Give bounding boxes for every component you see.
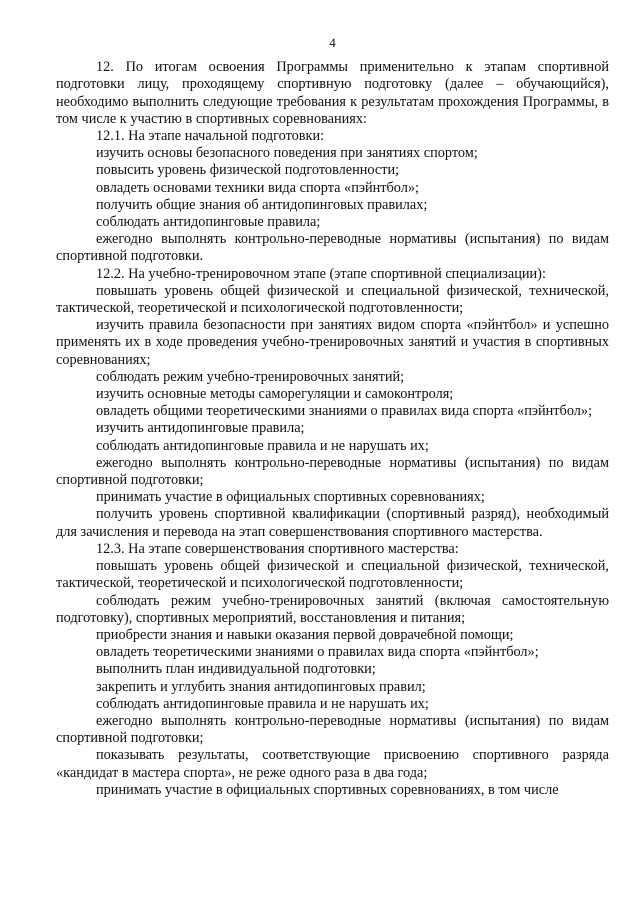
list-item: соблюдать антидопинговые правила и не нарушать их; bbox=[96, 437, 429, 454]
section-heading-12-3: 12.3. На этапе совершенствования спортивного мастерства: bbox=[96, 540, 459, 557]
list-item: овладеть теоретическими знаниями о правилах вида спорта «пэйнтбол»; bbox=[96, 644, 539, 661]
list-item: показывать результаты, соответствующие присвоению спортивного разряда «кандидат в мастера спорта», не реже одного раза в два года; bbox=[56, 747, 609, 781]
list-item: ежегодно выполнять контрольно-переводные нормативы (испытания) по видам спортивной подготовки. bbox=[56, 231, 609, 265]
list-item: овладеть основами техники вида спорта «пэйнтбол»; bbox=[96, 179, 420, 196]
list-item: изучить основы безопасного поведения при занятиях спортом; bbox=[96, 145, 478, 162]
list-item: повышать уровень общей физической и специальной физической, технической, тактической, теоретической и психологической подготовленности; bbox=[56, 282, 609, 317]
list-item: принимать участие в официальных спортивных соревнованиях; bbox=[96, 489, 485, 506]
list-item: изучить правила безопасности при занятиях видом спорта «пэйнтбол» и успешно применять их в ходе проведения учебно-тренировочных занятий и участия в спортивных соревнованиях; bbox=[56, 317, 609, 368]
list-item: получить общие знания об антидопинговых правилах; bbox=[96, 196, 428, 213]
list-item: закрепить и углубить знания антидопинговых правил; bbox=[96, 678, 426, 695]
list-item: повысить уровень физической подготовленности; bbox=[96, 162, 400, 179]
list-item: принимать участие в официальных спортивных соревнованиях, в том числе bbox=[96, 781, 559, 798]
list-item: ежегодно выполнять контрольно-переводные нормативы (испытания) по видам спортивной подготовки; bbox=[56, 712, 609, 747]
list-item: приобрести знания и навыки оказания первой доврачебной помощи; bbox=[96, 626, 514, 643]
list-item: ежегодно выполнять контрольно-переводные нормативы (испытания) по видам спортивной подготовки; bbox=[56, 454, 609, 489]
list-item: изучить антидопинговые правила; bbox=[96, 420, 305, 437]
paragraph-intro: 12. По итогам освоения Программы применительно к этапам спортивной подготовки лицу, проходящему спортивную подготовку (далее – обучающийся), необходимо выполнить следующие требования к результатам прохождения Программы, в том числе к участию в спортивных соревнованиях: bbox=[56, 59, 609, 127]
list-item: выполнить план индивидуальной подготовки; bbox=[96, 661, 376, 678]
list-item: овладеть общими теоретическими знаниями о правилах вида спорта «пэйнтбол»; bbox=[96, 403, 593, 420]
document-body bbox=[56, 59, 609, 799]
list-item: соблюдать режим учебно-тренировочных занятий (включая самостоятельную подготовку), спортивных мероприятий, восстановления и питания; bbox=[56, 592, 609, 626]
list-item: изучить основные методы саморегуляции и самоконтроля; bbox=[96, 386, 454, 403]
list-item: получить уровень спортивной квалификации (спортивный разряд), необходимый для зачисления и перевода на этап совершенствования спортивного мастерства. bbox=[56, 506, 609, 540]
list-item: повышать уровень общей физической и специальной физической, технической, тактической, теоретической и психологической подготовленности; bbox=[56, 558, 609, 592]
list-item: соблюдать антидопинговые правила и не нарушать их; bbox=[96, 695, 429, 712]
section-heading-12-2: 12.2. На учебно-тренировочном этапе (этапе спортивной специализации): bbox=[96, 265, 546, 282]
section-heading-12-1: 12.1. На этапе начальной подготовки: bbox=[96, 128, 325, 145]
page-number: 4 bbox=[329, 35, 336, 50]
list-item: соблюдать антидопинговые правила; bbox=[96, 214, 321, 231]
list-item: соблюдать режим учебно-тренировочных занятий; bbox=[96, 368, 405, 385]
document-page bbox=[56, 34, 609, 799]
